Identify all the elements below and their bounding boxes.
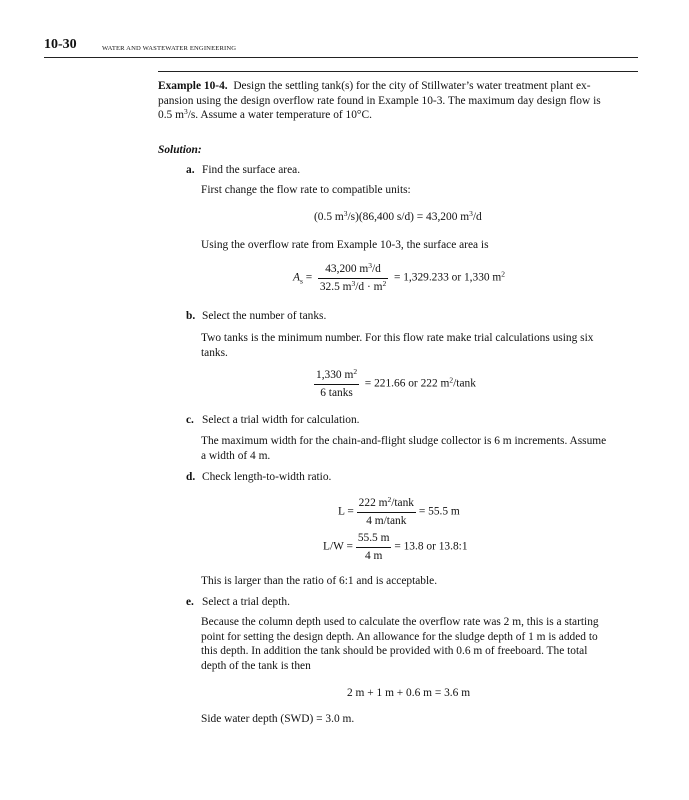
example-statement bbox=[158, 79, 640, 123]
step-a-text-1: First change the flow rate to compatible units: bbox=[201, 184, 411, 196]
equation-area-per-tank: $\frac{1,330 m^2}{\text{6 tanks}}$ = 221.66 or 222 $m^2$/tank bbox=[316, 367, 476, 399]
surface-area-fraction: $\frac{43,200 m^3/d}{32.5 m^3/d \cdot m^2}$ bbox=[319, 261, 387, 293]
equation-flow-conversion: (0.5 $m^3/s)(86,400$ s/d) = 43,200 $m^3/d$ bbox=[314, 209, 482, 223]
equation-length: L = $\frac{222 m^2/\tan k}{4 m/\tan k}$ = 55.5 m bbox=[338, 495, 460, 527]
step-c-text: The maximum width for the chain-and-flight sludge collector is 6 m increments. Assume a width of 4 m. bbox=[201, 435, 607, 462]
page-number: 10-30 bbox=[44, 37, 77, 52]
page-header bbox=[44, 38, 638, 56]
step-a-title: a. Find the surface area. bbox=[186, 164, 301, 176]
example-line-3: 0.5 $m^3/s$. Assume a water temperature of 10°C. bbox=[158, 107, 372, 122]
example-label: Example 10-4. bbox=[158, 80, 228, 92]
length-fraction: $\frac{222 m^2/\tan k}{4 m/\tan k}$ bbox=[358, 495, 414, 527]
ratio-fraction: $\frac{55.5 m}{4 m}$ bbox=[357, 532, 390, 562]
step-d-text: This is larger than the ratio of 6:1 and is acceptable. bbox=[201, 575, 438, 587]
example-line-1: Example 10-4. Design the settling tank(s) for the city of Stillwater’s water treatment plant ex- bbox=[158, 80, 591, 92]
header-rule bbox=[44, 57, 638, 58]
step-e-text-swd: Side water depth (SWD) = 3.0 m. bbox=[201, 713, 355, 725]
area-per-tank-fraction: $\frac{1,330 m^2}{\text{6 tanks}}$ bbox=[316, 367, 358, 399]
step-a-text-2: Using the overflow rate from Example 10-3, the surface area is bbox=[201, 239, 489, 251]
example-top-rule bbox=[158, 71, 638, 72]
step-b-title: b. Select the number of tanks. bbox=[186, 310, 327, 322]
running-head: WATER AND WASTEWATER ENGINEERING bbox=[102, 45, 237, 52]
step-d-title: d. Check length-to-width ratio. bbox=[186, 471, 332, 483]
equation-total-depth: 2 m + 1 m + 0.6 m = 3.6 m bbox=[347, 687, 471, 699]
solution-heading: Solution: bbox=[158, 144, 202, 156]
equation-length-width-ratio: L/W = $\frac{55.5 m}{4 m}$ = 13.8 or 13.8:1 bbox=[323, 532, 468, 562]
step-e-title: e. Select a trial depth. bbox=[186, 596, 290, 608]
equation-surface-area: $A_s$ = $\frac{43,200 m^3/d}{32.5 m^3/d \cdot m^2}$ = 1,329.233 or 1,330 $m^2$ bbox=[293, 261, 506, 293]
step-e-text: Because the column depth used to calculate the overflow rate was 2 m, this is a starting point for setting the design depth. An allowance for the sludge depth of 1 m is added to this depth. In addition the tank should be provided with 0.6 m of freeboard. The total depth of the tank is then bbox=[201, 616, 599, 672]
example-line-2: pansion using the design overflow rate found in Example 10-3. The maximum day design flow is bbox=[158, 94, 601, 107]
step-c-title: c. Select a trial width for calculation. bbox=[186, 414, 360, 426]
step-b-text: Two tanks is the minimum number. For this flow rate make trial calculations using six tanks. bbox=[201, 332, 594, 359]
